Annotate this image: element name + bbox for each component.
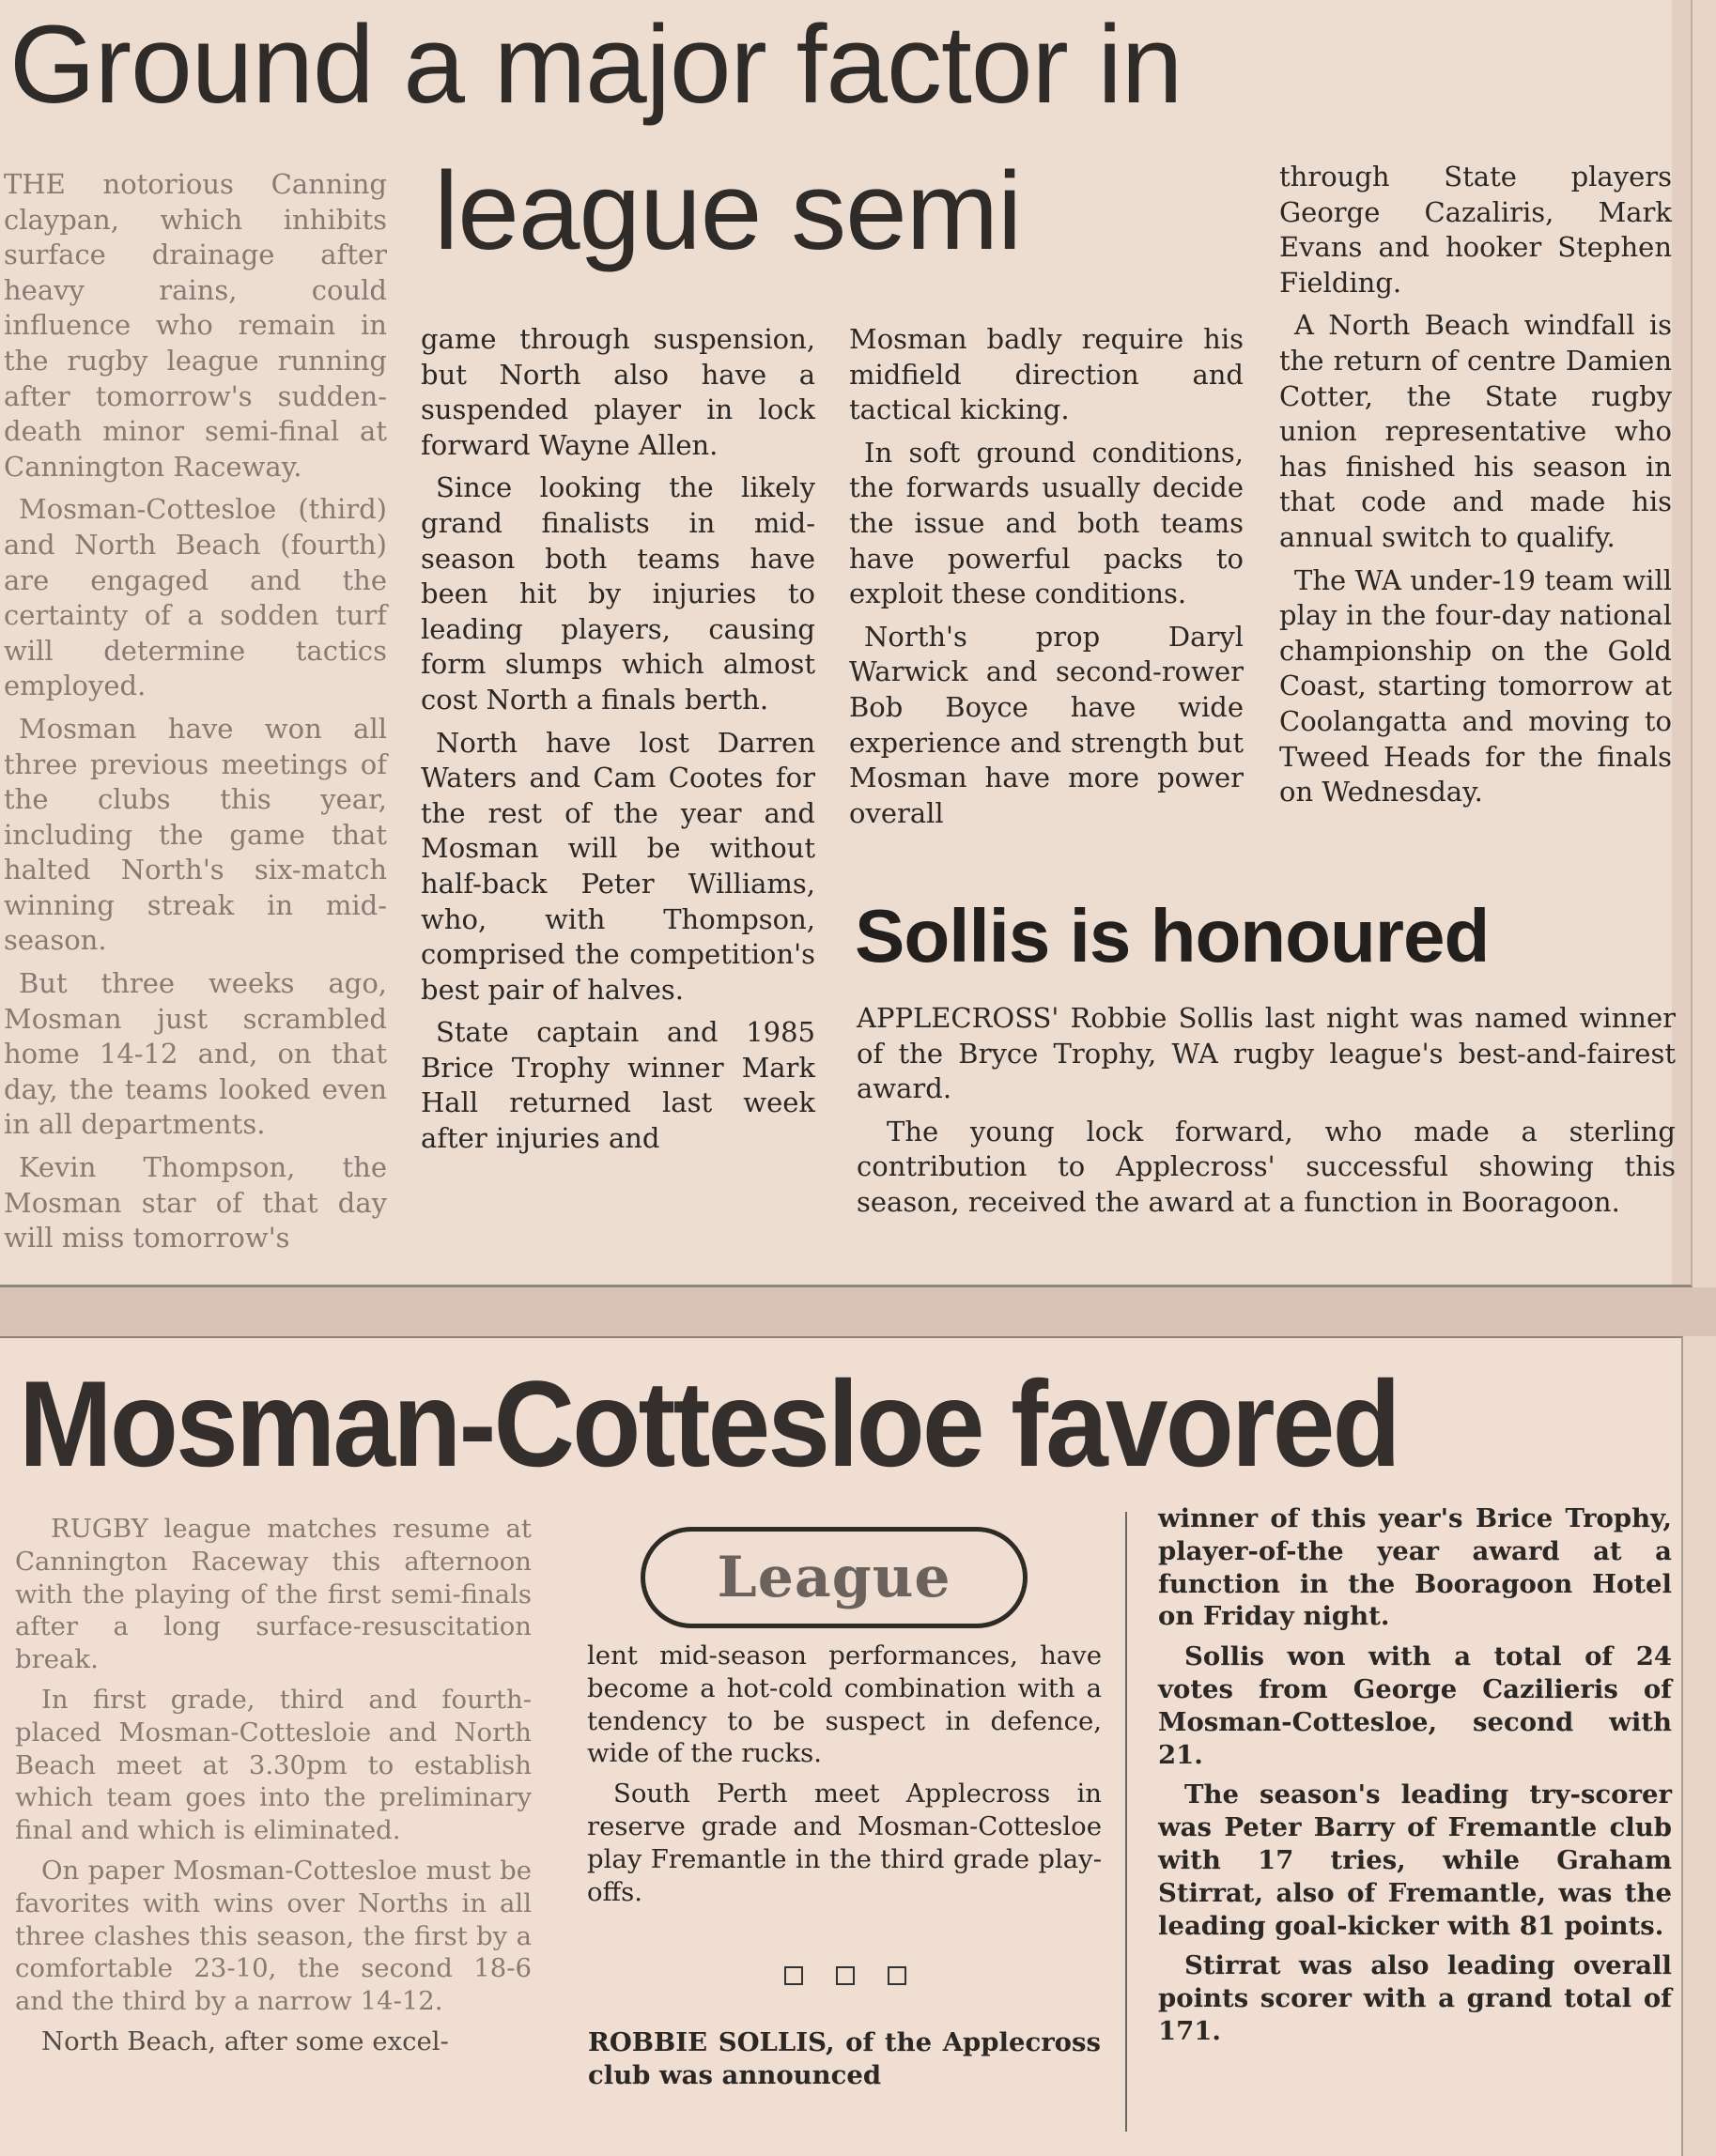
- article1-column-1: [4, 167, 387, 1264]
- paragraph: But three weeks ago, Mosman just scrambled home 14-12 and, on that day, the teams looked even in all departments.: [4, 967, 387, 1141]
- paragraph: South Perth meet Applecross in reserve grade and Mosman-Cottesloe play Fremantle in the third grade play-offs.: [587, 1779, 1102, 1907]
- paragraph: THE notorious Canning claypan, which inhibits surface drainage after heavy rains, could influence who remain in the rugby league running after tomorrow's sudden-death minor semi-final at Cannington Raceway.: [4, 168, 387, 483]
- divider-box: [784, 1966, 803, 1985]
- article3-column-3: [1158, 1502, 1672, 2056]
- paragraph: Mosman-Cottesloe (third) and North Beach (fourth) are engaged and the certainty of a sodden turf will determine tactics employed.: [4, 493, 387, 702]
- column-rule: [1125, 1512, 1127, 2132]
- paragraph: APPLECROSS' Robbie Sollis last night was named winner of the Bryce Trophy, WA rugby league's best-and-fairest award.: [857, 1002, 1676, 1105]
- section-divider-boxes: [784, 1966, 906, 1991]
- paragraph: The young lock forward, who made a sterling contribution to Applecross' successful showing this season, received the award at a function in Booragoon.: [857, 1115, 1676, 1218]
- divider-box: [836, 1966, 855, 1985]
- paragraph: North Beach, after some excel-: [41, 2025, 449, 2056]
- paragraph: Since looking the likely grand finalists in mid-season both teams have been hit by injuries to leading players, causing form slumps which almost cost North a finals berth.: [421, 471, 815, 716]
- paragraph: Mosman badly require his midfield direction and tactical kicking.: [849, 323, 1244, 426]
- paragraph: A North Beach windfall is the return of centre Damien Cotter, the State rugby union representative who has finished his season in that code and made his annual switch to qualify.: [1279, 309, 1672, 553]
- league-badge-label: League: [717, 1545, 951, 1610]
- headline-sollis-honoured: Sollis is honoured: [855, 894, 1490, 978]
- headline-line-2: league semi: [434, 149, 1022, 273]
- background-gap: [0, 1287, 1716, 1336]
- league-section-badge: [641, 1527, 1028, 1628]
- article3-column-2-bold: [588, 2026, 1101, 2100]
- article2-body: [857, 1001, 1676, 1228]
- headline-mosman-cottesloe-favored: Mosman-Cottesloe favored: [19, 1355, 1399, 1492]
- headline-line-1: Ground a major factor in: [9, 3, 1183, 127]
- paragraph: Sollis won with a total of 24 votes from George Cazilieris of Mosman-Cottesloe, second with 21.: [1158, 1641, 1672, 1770]
- paragraph: North's prop Daryl Warwick and second-rower Bob Boyce have wide experience and strength but Mosman have more power overall: [849, 620, 1244, 829]
- article1-column-3: [849, 322, 1244, 839]
- paragraph: game through suspension, but North also have a suspended player in lock forward Wayne Allen.: [421, 323, 815, 461]
- paragraph: North have lost Darren Waters and Cam Cootes for the rest of the year and Mosman will be without half-back Peter Williams, who, with Thompson, comprised the competition's best pair of halves.: [421, 726, 815, 1006]
- paragraph: The WA under-19 team will play in the four-day national championship on the Gold Coast, starting tomorrow at Coolangatta and moving to Tweed Heads for the finals on Wednesday.: [1279, 563, 1672, 808]
- paragraph: In first grade, third and fourth-placed Mosman-Cottesloie and North Beach meet at 3.30pm to establish which team goes into the preliminary final and which is eliminated.: [15, 1684, 532, 1846]
- paragraph: winner of this year's Brice Trophy, player-of-the year award at a function in the Booragoon Hotel on Friday night.: [1158, 1503, 1672, 1632]
- paragraph: In soft ground conditions, the forwards usually decide the issue and both teams have powerful packs to exploit these conditions.: [849, 436, 1244, 610]
- divider-box: [888, 1966, 906, 1985]
- paragraph: ROBBIE SOLLIS, of the Applecross club was announced: [588, 2027, 1101, 2090]
- article3-column-1: [15, 1513, 532, 2066]
- paragraph: Kevin Thompson, the Mosman star of that day will miss tomorrow's: [4, 1151, 387, 1255]
- article1-column-2: [421, 322, 815, 1164]
- paragraph: Mosman have won all three previous meetings of the clubs this year, including the game that halted North's six-match winning streak in mid-season.: [4, 712, 387, 957]
- article3-column-2: [587, 1640, 1102, 1916]
- article1-column-4: [1279, 160, 1672, 818]
- paragraph: The season's leading try-scorer was Peter Barry of Fremantle club with 17 tries, while Graham Stirrat, also of Fremantle, was the leading goal-kicker with 81 points.: [1158, 1779, 1672, 1941]
- paragraph: lent mid-season performances, have become a hot-cold combination with a tendency to be suspect in defence, wide of the rucks.: [587, 1640, 1102, 1769]
- paragraph: through State players George Cazaliris, Mark Evans and hooker Stephen Fielding.: [1279, 161, 1672, 299]
- paragraph: Stirrat was also leading overall points scorer with a grand total of 171.: [1158, 1950, 1672, 2046]
- paragraph: State captain and 1985 Brice Trophy winner Mark Hall returned last week after injuries and: [421, 1016, 815, 1155]
- paragraph: On paper Mosman-Cottesloe must be favorites with wins over Norths in all three clashes this season, the first by a comfortable 23-10, the second 18-6 and the third by a narrow 14-12.: [15, 1855, 532, 2017]
- paragraph: RUGBY league matches resume at Cannington Raceway this afternoon with the playing of the first semi-finals after a long surface-resuscitation break.: [15, 1514, 532, 1675]
